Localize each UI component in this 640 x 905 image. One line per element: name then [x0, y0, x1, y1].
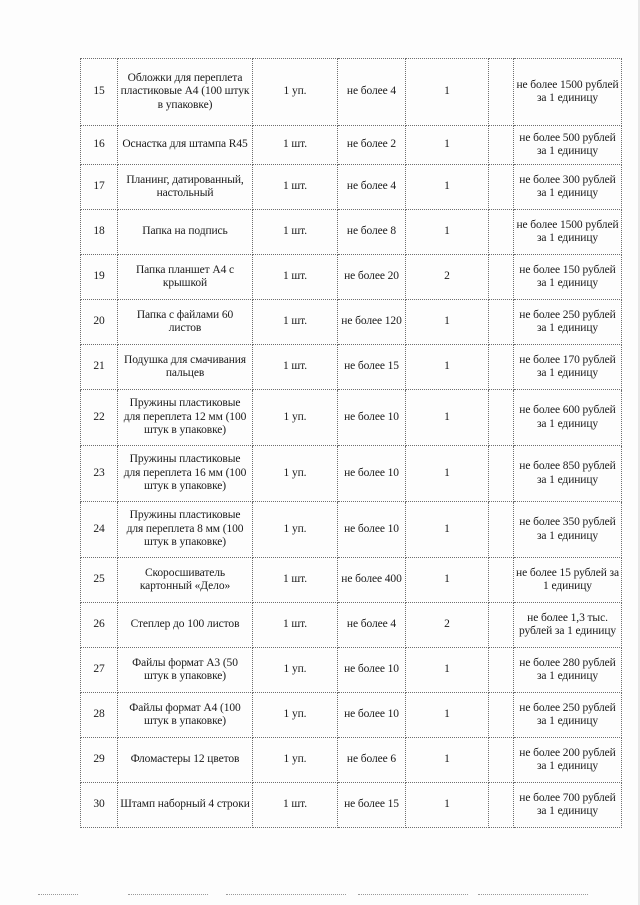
table-row — [81, 502, 622, 558]
price-limit: не более 850 рублей за 1 единицу — [514, 446, 622, 502]
empty-cell — [489, 59, 514, 126]
footer-dotted-line — [128, 894, 208, 896]
item-name: Файлы формат А4 (100 штук в упаковке) — [118, 693, 253, 738]
quantity-limit: не более 10 — [338, 693, 406, 738]
item-count: 1 — [406, 558, 489, 603]
item-count: 1 — [406, 693, 489, 738]
row-number: 22 — [81, 390, 118, 446]
table-row — [81, 300, 622, 345]
item-count: 1 — [406, 59, 489, 126]
item-name: Пружины пластиковые для переплета 16 мм (100 штук в упаковке) — [118, 446, 253, 502]
item-name: Обложки для переплета пластиковые А4 (100 штук в упаковке) — [118, 59, 253, 126]
item-name: Пружины пластиковые для переплета 8 мм (100 штук в упаковке) — [118, 502, 253, 558]
item-name: Оснастка для штампа R45 — [118, 126, 253, 165]
empty-cell — [489, 693, 514, 738]
item-count: 1 — [406, 390, 489, 446]
unit-of-measure: 1 шт. — [253, 165, 338, 210]
table-row — [81, 738, 622, 783]
table-row — [81, 783, 622, 828]
empty-cell — [489, 446, 514, 502]
item-count: 1 — [406, 446, 489, 502]
row-number: 25 — [81, 558, 118, 603]
unit-of-measure: 1 уп. — [253, 390, 338, 446]
item-count: 1 — [406, 300, 489, 345]
row-number: 24 — [81, 502, 118, 558]
unit-of-measure: 1 шт. — [253, 603, 338, 648]
price-limit: не более 15 рублей за 1 единицу — [514, 558, 622, 603]
quantity-limit: не более 20 — [338, 255, 406, 300]
price-limit: не более 1500 рублей за 1 единицу — [514, 59, 622, 126]
table-row — [81, 390, 622, 446]
price-limit: не более 1500 рублей за 1 единицу — [514, 210, 622, 255]
empty-cell — [489, 390, 514, 446]
table-row — [81, 210, 622, 255]
price-limit: не более 170 рублей за 1 единицу — [514, 345, 622, 390]
empty-cell — [489, 783, 514, 828]
item-count: 2 — [406, 255, 489, 300]
unit-of-measure: 1 шт. — [253, 558, 338, 603]
row-number: 30 — [81, 783, 118, 828]
price-limit: не более 150 рублей за 1 единицу — [514, 255, 622, 300]
unit-of-measure: 1 шт. — [253, 345, 338, 390]
unit-of-measure: 1 уп. — [253, 738, 338, 783]
row-number: 16 — [81, 126, 118, 165]
item-count: 1 — [406, 648, 489, 693]
item-name: Папка планшет А4 с крышкой — [118, 255, 253, 300]
row-number: 18 — [81, 210, 118, 255]
price-limit: не более 200 рублей за 1 единицу — [514, 738, 622, 783]
item-count: 1 — [406, 126, 489, 165]
footer-dotted-line — [478, 894, 588, 896]
row-number: 28 — [81, 693, 118, 738]
row-number: 19 — [81, 255, 118, 300]
item-name: Файлы формат А3 (50 штук в упаковке) — [118, 648, 253, 693]
unit-of-measure: 1 шт. — [253, 300, 338, 345]
quantity-limit: не более 2 — [338, 126, 406, 165]
row-number: 21 — [81, 345, 118, 390]
row-number: 23 — [81, 446, 118, 502]
item-name: Скоросшиватель картонный «Дело» — [118, 558, 253, 603]
unit-of-measure: 1 шт. — [253, 783, 338, 828]
table-row — [81, 648, 622, 693]
table-row — [81, 345, 622, 390]
quantity-limit: не более 4 — [338, 165, 406, 210]
quantity-limit: не более 10 — [338, 648, 406, 693]
quantity-limit: не более 15 — [338, 783, 406, 828]
price-limit: не более 600 рублей за 1 единицу — [514, 390, 622, 446]
empty-cell — [489, 345, 514, 390]
item-name: Папка на подпись — [118, 210, 253, 255]
price-limit: не более 500 рублей за 1 единицу — [514, 126, 622, 165]
item-name: Папка с файлами 60 листов — [118, 300, 253, 345]
empty-cell — [489, 300, 514, 345]
quantity-limit: не более 10 — [338, 390, 406, 446]
item-count: 1 — [406, 165, 489, 210]
table-row — [81, 446, 622, 502]
quantity-limit: не более 8 — [338, 210, 406, 255]
item-count: 2 — [406, 603, 489, 648]
item-name: Фломастеры 12 цветов — [118, 738, 253, 783]
quantity-limit: не более 10 — [338, 502, 406, 558]
row-number: 27 — [81, 648, 118, 693]
quantity-limit: не более 4 — [338, 603, 406, 648]
item-count: 1 — [406, 210, 489, 255]
unit-of-measure: 1 шт. — [253, 255, 338, 300]
row-number: 15 — [81, 59, 118, 126]
unit-of-measure: 1 шт. — [253, 126, 338, 165]
quantity-limit: не более 120 — [338, 300, 406, 345]
empty-cell — [489, 210, 514, 255]
table-row — [81, 693, 622, 738]
empty-cell — [489, 165, 514, 210]
unit-of-measure: 1 уп. — [253, 648, 338, 693]
quantity-limit: не более 10 — [338, 446, 406, 502]
item-name: Пружины пластиковые для переплета 12 мм (100 штук в упаковке) — [118, 390, 253, 446]
empty-cell — [489, 126, 514, 165]
item-name: Подушка для смачивания пальцев — [118, 345, 253, 390]
quantity-limit: не более 6 — [338, 738, 406, 783]
item-count: 1 — [406, 502, 489, 558]
table-row — [81, 59, 622, 126]
price-limit: не более 250 рублей за 1 единицу — [514, 300, 622, 345]
price-limit: не более 300 рублей за 1 единицу — [514, 165, 622, 210]
empty-cell — [489, 558, 514, 603]
quantity-limit: не более 400 — [338, 558, 406, 603]
unit-of-measure: 1 уп. — [253, 693, 338, 738]
table-row — [81, 558, 622, 603]
empty-cell — [489, 502, 514, 558]
item-count: 1 — [406, 783, 489, 828]
item-name: Степлер до 100 листов — [118, 603, 253, 648]
unit-of-measure: 1 уп. — [253, 59, 338, 126]
price-limit: не более 280 рублей за 1 единицу — [514, 648, 622, 693]
price-limit: не более 1,3 тыс. рублей за 1 единицу — [514, 603, 622, 648]
price-limit: не более 250 рублей за 1 единицу — [514, 693, 622, 738]
item-count: 1 — [406, 738, 489, 783]
footer-dotted-line — [226, 894, 346, 896]
empty-cell — [489, 603, 514, 648]
quantity-limit: не более 4 — [338, 59, 406, 126]
quantity-limit: не более 15 — [338, 345, 406, 390]
row-number: 20 — [81, 300, 118, 345]
price-limit: не более 700 рублей за 1 единицу — [514, 783, 622, 828]
table-body — [81, 59, 622, 828]
table-row — [81, 165, 622, 210]
footer-dotted-line — [38, 894, 78, 896]
unit-of-measure: 1 шт. — [253, 210, 338, 255]
empty-cell — [489, 648, 514, 693]
unit-of-measure: 1 уп. — [253, 446, 338, 502]
item-name: Штамп наборный 4 строки — [118, 783, 253, 828]
row-number: 17 — [81, 165, 118, 210]
item-count: 1 — [406, 345, 489, 390]
footer-dotted-line — [358, 894, 468, 896]
price-limit: не более 350 рублей за 1 единицу — [514, 502, 622, 558]
empty-cell — [489, 255, 514, 300]
items-table — [80, 58, 622, 828]
row-number: 26 — [81, 603, 118, 648]
table-row — [81, 255, 622, 300]
row-number: 29 — [81, 738, 118, 783]
empty-cell — [489, 738, 514, 783]
item-name: Планинг, датированный, настольный — [118, 165, 253, 210]
unit-of-measure: 1 уп. — [253, 502, 338, 558]
table-row — [81, 126, 622, 165]
table-row — [81, 603, 622, 648]
